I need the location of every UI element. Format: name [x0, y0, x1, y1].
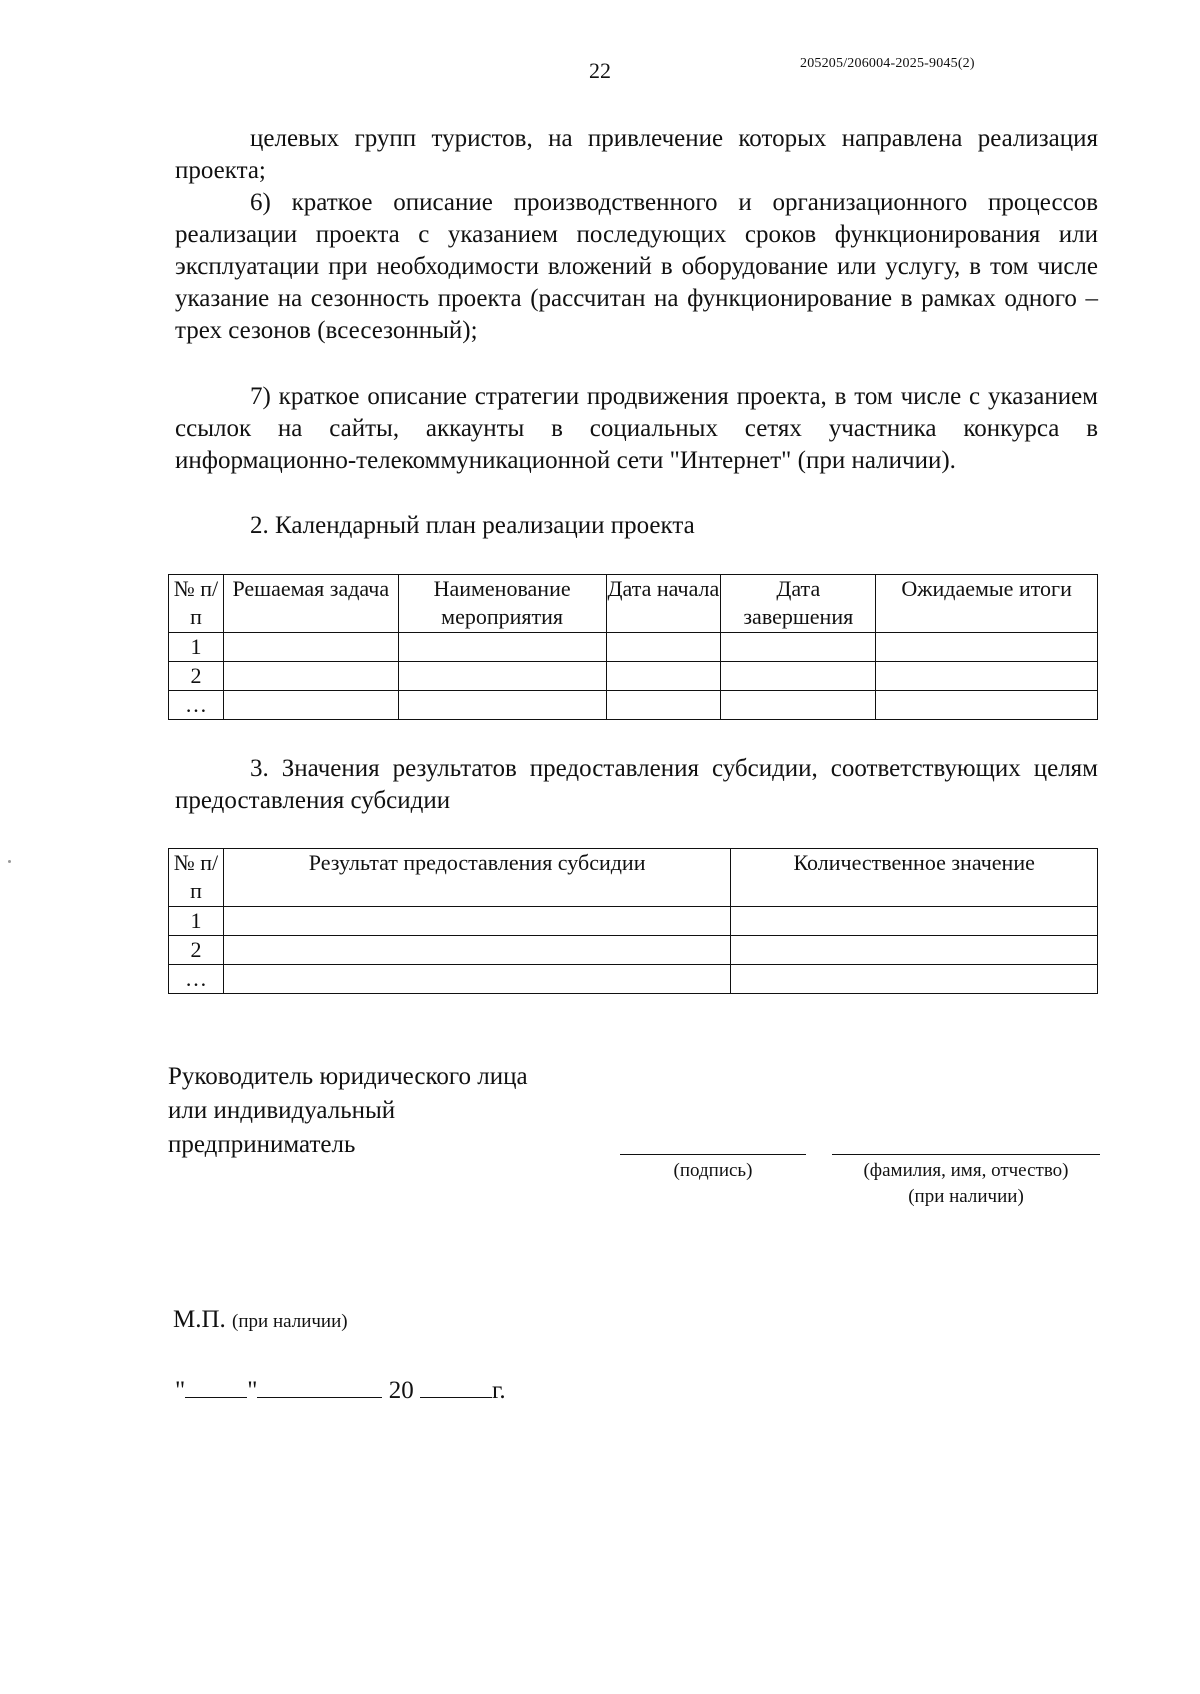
document-code: 205205/206004-2025-9045(2) [800, 56, 975, 71]
section-3-title: 3. Значения результатов предоставления субсидии, соответствующих целям предоставления субсидии [175, 755, 1098, 814]
table-row [169, 662, 1098, 691]
row-number: 1 [169, 907, 224, 936]
table-cell [731, 936, 1098, 965]
quote-close: " [247, 1377, 258, 1404]
row-number: 2 [169, 662, 224, 691]
name-caption-line: (фамилия, имя, отчество) [863, 1160, 1069, 1181]
table-row [169, 965, 1098, 994]
column-header: Дата начала [606, 575, 721, 633]
table-cell [606, 691, 721, 720]
table-cell [223, 691, 398, 720]
signature-line [620, 1154, 806, 1155]
name-caption-line: (при наличии) [908, 1186, 1024, 1207]
stamp-note: (при наличии) [232, 1311, 348, 1332]
list-item-6: 6) краткое описание производственного и организационного процессов реализации проекта с указанием последующих сроков функционирования или эксплуатации при необходимости вложений в оборудование или услугу, в том числе указание на сезонность проекта (рассчитан на функционирование в рамках одного – трех сезонов (всесезонный); [175, 189, 1098, 344]
table-cell [398, 633, 606, 662]
table-cell [606, 633, 721, 662]
table-cell [398, 691, 606, 720]
year-blank [420, 1375, 492, 1398]
scan-speck [8, 860, 11, 863]
column-header: Решаемая задача [223, 575, 398, 633]
calendar-plan-table [168, 574, 1098, 720]
month-blank [257, 1375, 382, 1398]
signature-caption: (подпись) [673, 1160, 753, 1181]
signer-title [168, 1060, 528, 1162]
paragraph-continuation: целевых групп туристов, на привлечение которых направлена реализация проекта; [175, 125, 1098, 184]
row-number: 1 [169, 633, 224, 662]
table-cell [606, 662, 721, 691]
signer-line: Руководитель юридического лица [168, 1063, 528, 1090]
signer-line: предприниматель [168, 1131, 356, 1158]
table-header-row [169, 575, 1098, 633]
column-header: Результат предоставления субсидии [223, 849, 730, 907]
table-cell [876, 633, 1098, 662]
column-header: № п/п [169, 849, 224, 907]
name-caption [832, 1158, 1100, 1210]
table-row [169, 691, 1098, 720]
table-cell [731, 965, 1098, 994]
row-number: … [169, 691, 224, 720]
section-2-title: 2. Календарный план реализации проекта [250, 512, 695, 539]
table-cell [721, 662, 876, 691]
table-cell [223, 936, 730, 965]
column-header: № п/п [169, 575, 224, 633]
page-number: 22 [589, 58, 611, 83]
table-cell [876, 691, 1098, 720]
table-cell [223, 907, 730, 936]
column-header: Дата завершения [721, 575, 876, 633]
subsidy-results-table [168, 848, 1098, 994]
column-header: Количественное значение [731, 849, 1098, 907]
stamp-placeholder [173, 1306, 348, 1334]
quote-open: " [175, 1377, 186, 1404]
table-cell [721, 633, 876, 662]
table-cell [398, 662, 606, 691]
list-item-7: 7) краткое описание стратегии продвижения проекта, в том числе с указанием ссылок на сайты, аккаунты в социальных сетях участника конкурса в информационно-телекоммуникационной сети "Интернет" (при наличии). [175, 383, 1098, 474]
table-cell [223, 633, 398, 662]
table-cell [223, 965, 730, 994]
column-header: Ожидаемые итоги [876, 575, 1098, 633]
table-row [169, 936, 1098, 965]
column-header: Наименование мероприятия [398, 575, 606, 633]
year-suffix: г. [491, 1377, 506, 1404]
day-blank [185, 1375, 247, 1398]
table-cell [731, 907, 1098, 936]
row-number: 2 [169, 936, 224, 965]
signer-line: или индивидуальный [168, 1097, 396, 1124]
table-cell [721, 691, 876, 720]
stamp-label: М.П. [173, 1306, 226, 1333]
table-cell [223, 662, 398, 691]
row-number: … [169, 965, 224, 994]
table-header-row [169, 849, 1098, 907]
year-prefix: 20 [388, 1377, 414, 1404]
table-row [169, 907, 1098, 936]
table-row [169, 633, 1098, 662]
date-field [175, 1375, 506, 1405]
name-line [832, 1154, 1100, 1155]
table-cell [876, 662, 1098, 691]
